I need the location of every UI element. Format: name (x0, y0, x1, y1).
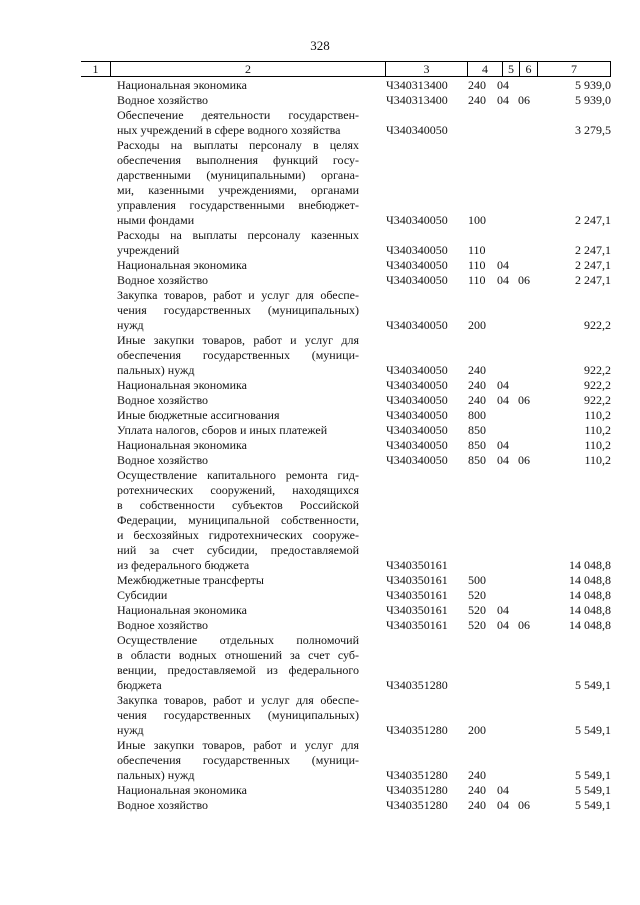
row-description (117, 633, 359, 693)
description-line: Федерации, муниципальной собственности, (117, 513, 359, 527)
table-row (81, 288, 611, 333)
description-line: пальных) нужд (117, 363, 195, 377)
description-line: дарственными (муниципальными) органа- (117, 168, 359, 182)
table-row (81, 738, 611, 783)
amount-value: 922,2 (584, 318, 611, 332)
expense-type-code: 520 (468, 618, 486, 632)
target-article-code: Ч340340050 (386, 213, 448, 227)
expense-type-code: 240 (468, 78, 486, 92)
expense-type-code: 110 (468, 243, 486, 257)
header-cell-7: 7 (537, 62, 611, 76)
table-row (81, 618, 611, 633)
expense-type-code: 240 (468, 393, 486, 407)
row-description (117, 258, 359, 273)
description-line: нужд (117, 723, 144, 737)
expense-type-code: 240 (468, 768, 486, 782)
subsection-code: 06 (518, 453, 530, 467)
amount-value: 922,2 (584, 393, 611, 407)
page-number: 328 (310, 38, 330, 53)
row-description (117, 618, 359, 633)
amount-value: 14 048,8 (569, 573, 611, 587)
subsection-code: 06 (518, 393, 530, 407)
table-row (81, 258, 611, 273)
amount-value: 14 048,8 (569, 603, 611, 617)
row-description (117, 783, 359, 798)
section-code: 04 (497, 393, 509, 407)
description-line: обеспечения государственных (муници- (117, 753, 359, 767)
description-line: Расходы на выплаты персоналу казенных (117, 228, 359, 242)
row-description (117, 228, 359, 258)
target-article-code: Ч340340050 (386, 423, 448, 437)
table-row (81, 453, 611, 468)
target-article-code: Ч340340050 (386, 243, 448, 257)
subsection-code: 06 (518, 273, 530, 287)
description-line: в собственности субъектов Российской (117, 498, 359, 512)
amount-value: 14 048,8 (569, 558, 611, 572)
description-line: Осуществление капитального ремонта гид- (117, 468, 359, 482)
target-article-code: Ч340340050 (386, 393, 448, 407)
description-line: Национальная экономика (117, 783, 247, 797)
target-article-code: Ч340340050 (386, 363, 448, 377)
amount-value: 2 247,1 (575, 213, 611, 227)
table-row (81, 378, 611, 393)
expense-type-code: 110 (468, 258, 486, 272)
target-article-code: Ч340340050 (386, 258, 448, 272)
target-article-code: Ч340351280 (386, 723, 448, 737)
header-cell-2: 2 (110, 62, 385, 76)
expense-type-code: 850 (468, 438, 486, 452)
description-line: обеспечения государственных (муници- (117, 348, 359, 362)
description-line: Субсидии (117, 588, 168, 602)
row-description (117, 93, 359, 108)
description-line: ных учреждений в сфере водного хозяйства (117, 123, 341, 137)
header-cell-1: 1 (92, 62, 99, 76)
section-code: 04 (497, 603, 509, 617)
target-article-code: Ч340350161 (386, 588, 448, 602)
expense-type-code: 800 (468, 408, 486, 422)
amount-value: 3 279,5 (575, 123, 611, 137)
description-line: и бесхозяйных гидротехнических сооруже- (117, 528, 359, 542)
amount-value: 922,2 (584, 363, 611, 377)
description-line: Осуществление отдельных полномочий (117, 633, 359, 647)
amount-value: 5 549,1 (575, 678, 611, 692)
description-line: Национальная экономика (117, 378, 247, 392)
table-row (81, 573, 611, 588)
description-line: Уплата налогов, сборов и иных платежей (117, 423, 328, 437)
section-code: 04 (497, 438, 509, 452)
amount-value: 5 939,0 (575, 78, 611, 92)
budget-table (81, 61, 611, 813)
description-line: Национальная экономика (117, 603, 247, 617)
section-code: 04 (497, 258, 509, 272)
table-row (81, 633, 611, 693)
row-description (117, 393, 359, 408)
expense-type-code: 240 (468, 363, 486, 377)
expense-type-code: 500 (468, 573, 486, 587)
description-line: Водное хозяйство (117, 453, 209, 467)
amount-value: 5 939,0 (575, 93, 611, 107)
row-description (117, 438, 359, 453)
target-article-code: Ч340350161 (386, 603, 448, 617)
section-code: 04 (497, 378, 509, 392)
description-line: бюджета (117, 678, 162, 692)
expense-type-code: 240 (468, 783, 486, 797)
section-code: 04 (497, 273, 509, 287)
table-row (81, 78, 611, 93)
amount-value: 922,2 (584, 378, 611, 392)
table-body (81, 78, 611, 813)
table-row (81, 93, 611, 108)
header-cell-6: 6 (519, 62, 537, 76)
target-article-code: Ч340350161 (386, 573, 448, 587)
table-row (81, 783, 611, 798)
description-line: Расходы на выплаты персоналу в целях (117, 138, 359, 152)
row-description (117, 588, 359, 603)
expense-type-code: 100 (468, 213, 486, 227)
amount-value: 14 048,8 (569, 588, 611, 602)
header-cell-4: 4 (467, 62, 502, 76)
table-row (81, 408, 611, 423)
description-line: Иные бюджетные ассигнования (117, 408, 280, 422)
amount-value: 110,2 (584, 438, 611, 452)
description-line: Национальная экономика (117, 258, 247, 272)
amount-value: 2 247,1 (575, 243, 611, 257)
target-article-code: Ч340340050 (386, 123, 448, 137)
expense-type-code: 850 (468, 423, 486, 437)
row-description (117, 573, 359, 588)
expense-type-code: 110 (468, 273, 486, 287)
description-line: Национальная экономика (117, 78, 247, 92)
amount-value: 14 048,8 (569, 618, 611, 632)
description-line: Водное хозяйство (117, 618, 209, 632)
table-row (81, 693, 611, 738)
description-line: чения государственных (муниципальных) (117, 303, 359, 317)
amount-value: 110,2 (584, 423, 611, 437)
section-code: 04 (497, 783, 509, 797)
target-article-code: Ч340313400 (386, 93, 448, 107)
target-article-code: Ч340351280 (386, 768, 448, 782)
description-line: Водное хозяйство (117, 273, 209, 287)
target-article-code: Ч340340050 (386, 378, 448, 392)
section-code: 04 (497, 618, 509, 632)
subsection-code: 06 (518, 798, 530, 812)
expense-type-code: 240 (468, 93, 486, 107)
amount-value: 2 247,1 (575, 273, 611, 287)
table-row (81, 333, 611, 378)
description-line: Обеспечение деятельности государствен- (117, 108, 359, 122)
description-line: Закупка товаров, работ и услуг для обеспе- (117, 288, 359, 302)
amount-value: 5 549,1 (575, 798, 611, 812)
target-article-code: Ч340313400 (386, 78, 448, 92)
expense-type-code: 520 (468, 603, 486, 617)
table-row (81, 228, 611, 258)
row-description (117, 273, 359, 288)
expense-type-code: 240 (468, 798, 486, 812)
table-row (81, 393, 611, 408)
target-article-code: Ч340350161 (386, 558, 448, 572)
description-line: Водное хозяйство (117, 798, 209, 812)
target-article-code: Ч340350161 (386, 618, 448, 632)
description-line: ротехнических сооружений, находящихся (117, 483, 359, 497)
section-code: 04 (497, 798, 509, 812)
row-description (117, 423, 359, 438)
amount-value: 5 549,1 (575, 723, 611, 737)
section-code: 04 (497, 93, 509, 107)
table-row (81, 468, 611, 573)
section-code: 04 (497, 453, 509, 467)
table-row (81, 108, 611, 138)
description-line: Национальная экономика (117, 438, 247, 452)
row-description (117, 693, 359, 738)
description-line: ний за счет субсидии, предоставляемой (117, 543, 359, 557)
subsection-code: 06 (518, 93, 530, 107)
description-line: ными фондами (117, 213, 195, 227)
amount-value: 110,2 (584, 408, 611, 422)
target-article-code: Ч340351280 (386, 798, 448, 812)
row-description (117, 408, 359, 423)
target-article-code: Ч340340050 (386, 453, 448, 467)
description-line: нужд (117, 318, 144, 332)
table-row (81, 138, 611, 228)
description-line: Водное хозяйство (117, 393, 209, 407)
table-row (81, 798, 611, 813)
description-line: обеспечения выполнения функций госу- (117, 153, 359, 167)
row-description (117, 108, 359, 138)
row-description (117, 78, 359, 93)
description-line: Иные закупки товаров, работ и услуг для (117, 738, 359, 752)
row-description (117, 453, 359, 468)
amount-value: 5 549,1 (575, 783, 611, 797)
expense-type-code: 200 (468, 723, 486, 737)
description-line: ми, казенными учреждениями, органами (117, 183, 359, 197)
target-article-code: Ч340340050 (386, 438, 448, 452)
table-row (81, 603, 611, 618)
description-line: пальных) нужд (117, 768, 195, 782)
row-description (117, 138, 359, 228)
expense-type-code: 240 (468, 378, 486, 392)
description-line: Водное хозяйство (117, 93, 209, 107)
description-line: чения государственных (муниципальных) (117, 708, 359, 722)
table-row (81, 438, 611, 453)
row-description (117, 378, 359, 393)
description-line: венции, предоставляемой из федерального (117, 663, 359, 677)
table-row (81, 588, 611, 603)
row-description (117, 468, 359, 573)
row-description (117, 798, 359, 813)
target-article-code: Ч340351280 (386, 678, 448, 692)
description-line: Иные закупки товаров, работ и услуг для (117, 333, 359, 347)
description-line: Закупка товаров, работ и услуг для обеспе- (117, 693, 359, 707)
row-description (117, 288, 359, 333)
header-cell-3: 3 (385, 62, 467, 76)
target-article-code: Ч340340050 (386, 273, 448, 287)
table-row (81, 273, 611, 288)
description-line: из федерального бюджета (117, 558, 250, 572)
amount-value: 5 549,1 (575, 768, 611, 782)
target-article-code: Ч340340050 (386, 408, 448, 422)
table-row (81, 423, 611, 438)
description-line: управления государственными внебюджет- (117, 198, 359, 212)
target-article-code: Ч340351280 (386, 783, 448, 797)
row-description (117, 603, 359, 618)
description-line: в области водных отношений за счет суб- (117, 648, 359, 662)
section-code: 04 (497, 78, 509, 92)
expense-type-code: 200 (468, 318, 486, 332)
amount-value: 2 247,1 (575, 258, 611, 272)
expense-type-code: 520 (468, 588, 486, 602)
description-line: учреждений (117, 243, 180, 257)
expense-type-code: 850 (468, 453, 486, 467)
row-description (117, 333, 359, 378)
row-description (117, 738, 359, 783)
header-cell-5: 5 (502, 62, 519, 76)
target-article-code: Ч340340050 (386, 318, 448, 332)
description-line: Межбюджетные трансферты (117, 573, 264, 587)
amount-value: 110,2 (584, 453, 611, 467)
subsection-code: 06 (518, 618, 530, 632)
table-header-row (81, 61, 611, 77)
